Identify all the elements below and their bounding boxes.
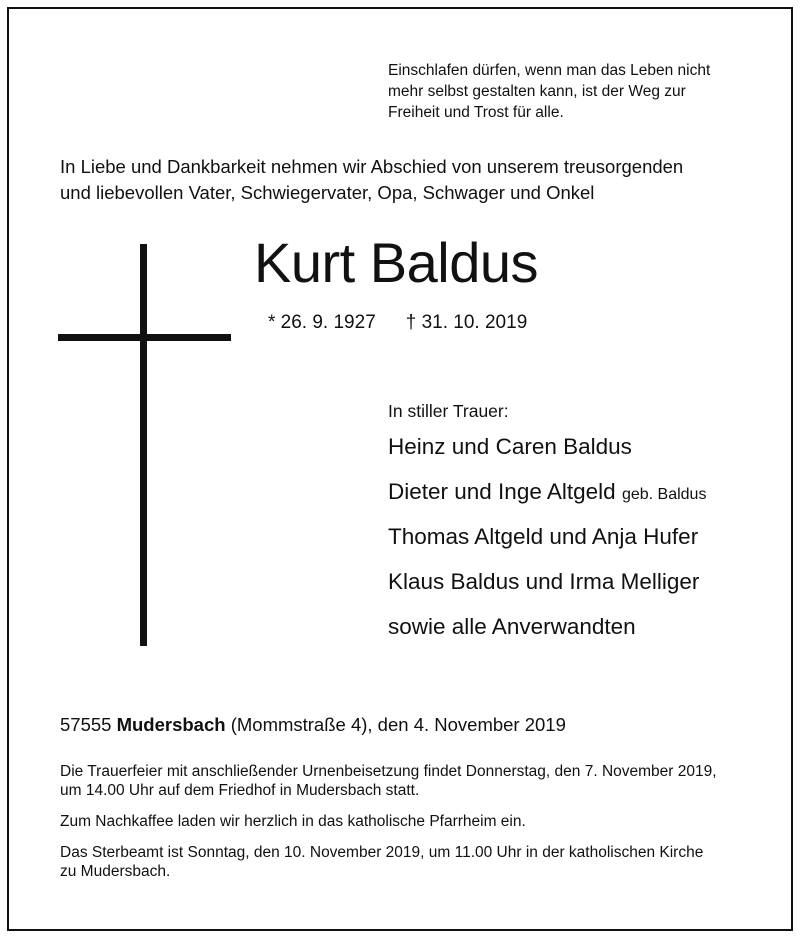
cross-icon-bar [58, 334, 231, 341]
mourner-note: geb. Baldus [621, 486, 707, 503]
cross-icon [140, 244, 147, 646]
note-line: um 14.00 Uhr auf dem Friedhof in Mudersbach statt. [60, 782, 420, 799]
intro-line: und liebevollen Vater, Schwiegervater, Opa, Schwager und Onkel [60, 182, 595, 203]
note-paragraph [60, 843, 750, 881]
mourner-name: sowie alle Anverwandten [388, 614, 636, 639]
mourning-label: In stiller Trauer: [388, 401, 509, 421]
mourner-entry [388, 432, 706, 477]
mourners-list [388, 432, 706, 657]
intro-text [60, 154, 760, 206]
note-paragraph [60, 812, 750, 831]
note-line: Die Trauerfeier mit anschließender Urnenbeisetzung findet Donnerstag, den 7. November 2019, [60, 763, 717, 780]
mourner-entry [388, 612, 706, 657]
life-dates [268, 310, 527, 336]
mourner-entry [388, 567, 706, 612]
quote-line: Einschlafen dürfen, wenn man das Leben nicht [388, 62, 711, 79]
funeral-notes [60, 762, 750, 893]
note-line: zu Mudersbach. [60, 863, 171, 880]
mourner-entry [388, 477, 706, 522]
mourner-name: Heinz und Caren Baldus [388, 434, 632, 459]
address-zip: 57555 [60, 714, 112, 735]
epigraph-quote [388, 60, 758, 123]
note-line: Das Sterbeamt ist Sonntag, den 10. November 2019, um 11.00 Uhr in der katholischen Kirche [60, 844, 704, 861]
mourner-name: Dieter und Inge Altgeld [388, 479, 616, 504]
address-line [60, 712, 566, 738]
death-date: † 31. 10. 2019 [405, 312, 528, 333]
note-paragraph [60, 762, 750, 800]
intro-line: In Liebe und Dankbarkeit nehmen wir Abschied von unserem treusorgenden [60, 156, 684, 177]
mourner-entry [388, 522, 706, 567]
address-rest: (Mommstraße 4), den 4. November 2019 [230, 714, 566, 735]
note-line: Zum Nachkaffee laden wir herzlich in das katholische Pfarrheim ein. [60, 813, 526, 830]
address-town: Mudersbach [116, 714, 226, 735]
quote-line: mehr selbst gestalten kann, ist der Weg zur [388, 83, 686, 100]
birth-date: * 26. 9. 1927 [268, 312, 376, 333]
deceased-name: Kurt Baldus [254, 231, 538, 294]
mourner-name: Thomas Altgeld und Anja Hufer [388, 524, 699, 549]
mourner-name: Klaus Baldus und Irma Melliger [388, 569, 700, 594]
quote-line: Freiheit und Trost für alle. [388, 104, 564, 121]
